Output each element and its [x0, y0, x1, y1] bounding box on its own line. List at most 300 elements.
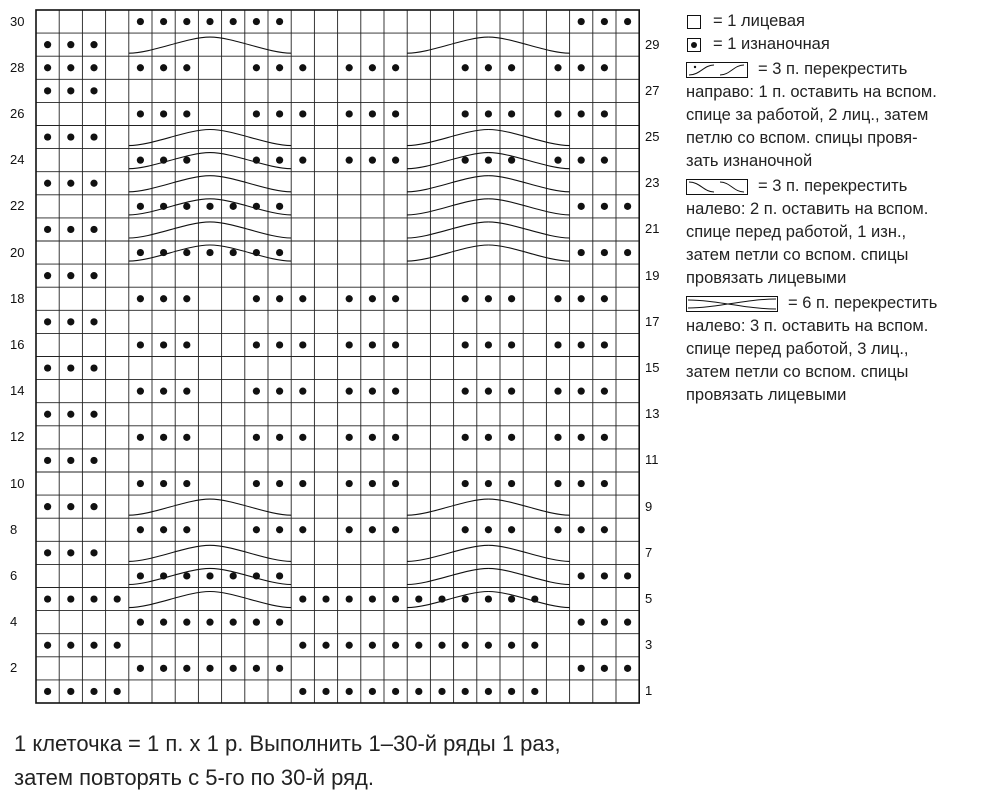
- purl-stitch: [392, 110, 399, 117]
- purl-stitch: [160, 110, 167, 117]
- purl-stitch: [44, 41, 51, 48]
- legend-knit-text: = 1 лицевая: [713, 12, 805, 30]
- purl-stitch: [230, 619, 237, 626]
- purl-stitch: [253, 665, 260, 672]
- purl-stitch: [183, 526, 190, 533]
- purl-stitch: [160, 18, 167, 25]
- purl-stitch: [90, 364, 97, 371]
- purl-stitch: [322, 642, 329, 649]
- row-number-left: 18: [10, 290, 25, 306]
- purl-stitch: [578, 572, 585, 579]
- purl-stitch: [508, 110, 515, 117]
- purl-stitch: [276, 572, 283, 579]
- purl-stitch: [183, 434, 190, 441]
- purl-stitch: [160, 388, 167, 395]
- purl-stitch: [276, 110, 283, 117]
- purl-stitch: [160, 619, 167, 626]
- purl-stitch: [392, 642, 399, 649]
- purl-stitch: [90, 87, 97, 94]
- purl-stitch: [253, 64, 260, 71]
- purl-stitch: [462, 388, 469, 395]
- purl-stitch: [462, 295, 469, 302]
- purl-stitch: [531, 688, 538, 695]
- purl-stitch: [160, 295, 167, 302]
- purl-stitch: [44, 411, 51, 418]
- purl-stitch: [299, 295, 306, 302]
- purl-stitch: [90, 595, 97, 602]
- purl-stitch: [485, 480, 492, 487]
- purl-stitch: [44, 457, 51, 464]
- purl-stitch: [415, 642, 422, 649]
- purl-stitch: [369, 480, 376, 487]
- purl-stitch: [114, 642, 121, 649]
- cross-right-line-2: спице за работой, 2 лиц., затем: [686, 106, 929, 124]
- purl-stitch: [90, 457, 97, 464]
- purl-stitch: [90, 688, 97, 695]
- purl-stitch: [624, 572, 631, 579]
- purl-stitch: [508, 526, 515, 533]
- purl-stitch: [299, 157, 306, 164]
- purl-stitch: [67, 457, 74, 464]
- purl-stitch: [554, 526, 561, 533]
- purl-stitch: [508, 341, 515, 348]
- purl-stitch: [276, 526, 283, 533]
- cross-left-3-line-1: налево: 2 п. оставить на вспом.: [686, 200, 929, 218]
- purl-stitch: [508, 295, 515, 302]
- purl-stitch: [299, 341, 306, 348]
- purl-stitch: [299, 526, 306, 533]
- cross-left-3-icon: [686, 179, 748, 195]
- legend-cross-left-3: [686, 175, 994, 290]
- purl-stitch: [369, 434, 376, 441]
- purl-stitch: [415, 595, 422, 602]
- row-number-left: 2: [10, 660, 18, 676]
- purl-stitch: [90, 180, 97, 187]
- purl-stitch: [137, 480, 144, 487]
- purl-stitch: [578, 249, 585, 256]
- purl-stitch: [346, 295, 353, 302]
- purl-stitch: [183, 249, 190, 256]
- purl-stitch: [346, 157, 353, 164]
- purl-stitch: [276, 480, 283, 487]
- purl-stitch: [44, 226, 51, 233]
- purl-stitch: [462, 642, 469, 649]
- purl-stitch: [44, 595, 51, 602]
- purl-stitch: [462, 688, 469, 695]
- row-number-left: 22: [10, 198, 25, 214]
- purl-stitch: [276, 203, 283, 210]
- purl-stitch: [276, 249, 283, 256]
- purl-stitch: [392, 341, 399, 348]
- purl-stitch: [67, 87, 74, 94]
- purl-stitch: [601, 18, 608, 25]
- purl-stitch: [299, 64, 306, 71]
- cross-right-line-1: направо: 1 п. оставить на вспом.: [686, 83, 937, 101]
- purl-stitch: [392, 595, 399, 602]
- purl-stitch: [392, 526, 399, 533]
- purl-stitch: [415, 688, 422, 695]
- purl-stitch: [90, 411, 97, 418]
- purl-stitch: [183, 110, 190, 117]
- row-number-left: 30: [10, 13, 25, 29]
- cross-left-3-line-4: провязать лицевыми: [686, 269, 847, 287]
- row-number-left: 24: [10, 152, 25, 168]
- purl-stitch: [346, 595, 353, 602]
- purl-stitch: [601, 203, 608, 210]
- purl-stitch: [183, 157, 190, 164]
- purl-stitch: [554, 157, 561, 164]
- purl-stitch: [578, 157, 585, 164]
- row-number-right: 19: [645, 267, 660, 283]
- purl-stitch: [508, 595, 515, 602]
- purl-stitch: [137, 434, 144, 441]
- cross-left-6-line-2: спице перед работой, 3 лиц.,: [686, 340, 909, 358]
- purl-stitch: [369, 595, 376, 602]
- purl-stitch: [67, 133, 74, 140]
- row-number-left: 4: [10, 614, 18, 630]
- purl-stitch: [67, 64, 74, 71]
- purl-stitch: [253, 619, 260, 626]
- row-number-left: 16: [10, 336, 25, 352]
- purl-stitch: [554, 64, 561, 71]
- purl-stitch: [508, 642, 515, 649]
- cross-left-3-line-3: затем петли со вспом. спицы: [686, 246, 909, 264]
- knit-symbol-icon: [687, 15, 701, 29]
- purl-stitch: [601, 619, 608, 626]
- purl-stitch: [67, 41, 74, 48]
- purl-stitch: [253, 388, 260, 395]
- legend: [686, 10, 994, 407]
- purl-stitch: [346, 64, 353, 71]
- purl-stitch: [44, 688, 51, 695]
- purl-stitch: [554, 480, 561, 487]
- row-number-right: 7: [645, 544, 653, 560]
- purl-stitch: [578, 665, 585, 672]
- purl-stitch: [253, 480, 260, 487]
- purl-stitch: [299, 388, 306, 395]
- purl-stitch: [624, 18, 631, 25]
- purl-stitch: [531, 642, 538, 649]
- purl-stitch: [578, 619, 585, 626]
- purl-stitch: [206, 619, 213, 626]
- footnote: [14, 727, 561, 795]
- purl-stitch: [44, 549, 51, 556]
- purl-stitch: [183, 18, 190, 25]
- purl-stitch: [369, 110, 376, 117]
- row-number-right: 27: [645, 82, 660, 98]
- purl-stitch: [253, 295, 260, 302]
- purl-stitch: [601, 110, 608, 117]
- cross-left-6-line-4: провязать лицевыми: [686, 386, 847, 404]
- purl-stitch: [276, 341, 283, 348]
- purl-stitch: [624, 619, 631, 626]
- purl-stitch: [462, 157, 469, 164]
- purl-stitch: [346, 642, 353, 649]
- purl-stitch: [369, 64, 376, 71]
- purl-stitch: [90, 226, 97, 233]
- purl-stitch: [322, 595, 329, 602]
- purl-stitch: [276, 434, 283, 441]
- purl-stitch: [44, 503, 51, 510]
- purl-stitch: [346, 526, 353, 533]
- purl-stitch: [137, 203, 144, 210]
- purl-stitch: [90, 64, 97, 71]
- purl-stitch: [276, 157, 283, 164]
- purl-stitch: [554, 110, 561, 117]
- purl-stitch: [206, 18, 213, 25]
- purl-stitch: [44, 64, 51, 71]
- purl-stitch: [183, 665, 190, 672]
- purl-stitch: [485, 642, 492, 649]
- purl-stitch: [346, 480, 353, 487]
- purl-stitch: [253, 18, 260, 25]
- purl-stitch: [624, 665, 631, 672]
- purl-stitch: [508, 434, 515, 441]
- purl-stitch: [392, 157, 399, 164]
- purl-stitch: [578, 388, 585, 395]
- purl-stitch: [578, 64, 585, 71]
- cross-left-6-line-3: затем петли со вспом. спицы: [686, 363, 909, 381]
- cross-right-line-4: зать изнаночной: [686, 152, 813, 170]
- purl-stitch: [183, 388, 190, 395]
- purl-stitch: [485, 157, 492, 164]
- purl-stitch: [44, 87, 51, 94]
- purl-stitch: [230, 665, 237, 672]
- purl-stitch: [369, 157, 376, 164]
- purl-stitch: [90, 272, 97, 279]
- row-number-right: 3: [645, 637, 653, 653]
- purl-stitch: [137, 18, 144, 25]
- legend-knit: [686, 10, 994, 33]
- purl-stitch: [253, 341, 260, 348]
- purl-stitch: [578, 295, 585, 302]
- purl-stitch: [137, 157, 144, 164]
- purl-stitch: [67, 595, 74, 602]
- purl-stitch: [578, 110, 585, 117]
- purl-stitch: [462, 526, 469, 533]
- purl-stitch: [137, 110, 144, 117]
- purl-stitch: [183, 203, 190, 210]
- purl-stitch: [90, 41, 97, 48]
- purl-stitch: [369, 642, 376, 649]
- row-number-right: 5: [645, 591, 653, 607]
- purl-stitch: [601, 64, 608, 71]
- purl-stitch: [485, 688, 492, 695]
- purl-stitch: [346, 688, 353, 695]
- purl-stitch: [578, 480, 585, 487]
- purl-stitch: [485, 526, 492, 533]
- purl-stitch: [183, 64, 190, 71]
- purl-stitch: [114, 595, 121, 602]
- purl-stitch: [485, 295, 492, 302]
- row-number-right: 23: [645, 175, 660, 191]
- purl-stitch: [392, 480, 399, 487]
- purl-stitch: [508, 688, 515, 695]
- purl-stitch: [276, 665, 283, 672]
- purl-stitch: [67, 180, 74, 187]
- purl-stitch: [601, 295, 608, 302]
- row-number-right: 1: [645, 683, 653, 699]
- purl-stitch: [67, 549, 74, 556]
- purl-stitch: [230, 572, 237, 579]
- purl-stitch: [90, 503, 97, 510]
- purl-stitch: [160, 665, 167, 672]
- row-number-left: 28: [10, 59, 25, 75]
- purl-stitch: [183, 572, 190, 579]
- purl-stitch: [206, 203, 213, 210]
- row-number-left: 20: [10, 244, 25, 260]
- purl-stitch: [299, 480, 306, 487]
- purl-stitch: [276, 295, 283, 302]
- purl-stitch: [601, 341, 608, 348]
- legend-purl-text: = 1 изнаночная: [713, 35, 830, 53]
- purl-stitch: [369, 388, 376, 395]
- purl-stitch: [206, 665, 213, 672]
- row-number-right: 25: [645, 129, 660, 145]
- purl-stitch: [601, 572, 608, 579]
- legend-purl: [686, 33, 994, 56]
- purl-stitch: [601, 157, 608, 164]
- purl-stitch: [369, 295, 376, 302]
- purl-stitch: [276, 18, 283, 25]
- purl-stitch: [462, 434, 469, 441]
- purl-stitch: [369, 526, 376, 533]
- purl-stitch: [392, 688, 399, 695]
- purl-stitch: [137, 341, 144, 348]
- purl-stitch: [554, 388, 561, 395]
- purl-stitch: [346, 341, 353, 348]
- purl-stitch: [67, 642, 74, 649]
- purl-stitch: [392, 64, 399, 71]
- purl-stitch: [90, 318, 97, 325]
- purl-stitch: [44, 272, 51, 279]
- purl-stitch: [554, 434, 561, 441]
- purl-stitch: [554, 295, 561, 302]
- purl-stitch: [299, 595, 306, 602]
- purl-stitch: [44, 180, 51, 187]
- purl-stitch: [230, 18, 237, 25]
- purl-stitch: [67, 364, 74, 371]
- purl-stitch: [44, 642, 51, 649]
- purl-stitch: [346, 388, 353, 395]
- row-number-left: 26: [10, 105, 25, 121]
- purl-stitch: [206, 249, 213, 256]
- purl-stitch: [299, 642, 306, 649]
- purl-stitch: [485, 434, 492, 441]
- purl-stitch: [276, 388, 283, 395]
- purl-stitch: [438, 688, 445, 695]
- purl-stitch: [462, 480, 469, 487]
- purl-stitch: [369, 688, 376, 695]
- purl-stitch: [183, 480, 190, 487]
- cross-right-3-icon: [686, 62, 748, 78]
- purl-stitch: [44, 133, 51, 140]
- purl-stitch: [485, 595, 492, 602]
- purl-stitch: [508, 64, 515, 71]
- purl-stitch: [160, 64, 167, 71]
- row-number-right: 15: [645, 360, 660, 376]
- purl-stitch: [462, 595, 469, 602]
- footnote-line-1: 1 клеточка = 1 п. х 1 р. Выполнить 1–30-й ряды 1 раз,: [14, 731, 561, 756]
- purl-stitch: [346, 434, 353, 441]
- purl-stitch: [137, 249, 144, 256]
- purl-stitch: [624, 203, 631, 210]
- purl-stitch: [276, 619, 283, 626]
- purl-stitch: [462, 341, 469, 348]
- purl-stitch: [485, 110, 492, 117]
- purl-stitch: [253, 434, 260, 441]
- purl-stitch: [462, 110, 469, 117]
- row-number-left: 10: [10, 475, 25, 491]
- purl-stitch: [137, 665, 144, 672]
- row-number-right: 11: [645, 452, 659, 468]
- purl-stitch: [485, 388, 492, 395]
- purl-stitch: [554, 341, 561, 348]
- purl-stitch: [137, 295, 144, 302]
- purl-stitch: [67, 272, 74, 279]
- row-number-left: 8: [10, 521, 18, 537]
- row-number-right: 9: [645, 498, 653, 514]
- purl-stitch: [601, 480, 608, 487]
- row-number-left: 6: [10, 567, 18, 583]
- row-number-right: 29: [645, 36, 660, 52]
- purl-stitch: [90, 133, 97, 140]
- purl-stitch: [392, 295, 399, 302]
- purl-stitch: [299, 688, 306, 695]
- purl-stitch: [230, 203, 237, 210]
- row-number-left: 12: [10, 429, 25, 445]
- purl-stitch: [183, 341, 190, 348]
- purl-stitch: [206, 572, 213, 579]
- purl-stitch: [462, 64, 469, 71]
- purl-stitch: [253, 526, 260, 533]
- cross-right-line-3: петлю со вспом. спицы провя-: [686, 129, 918, 147]
- purl-stitch: [90, 642, 97, 649]
- purl-stitch: [44, 364, 51, 371]
- purl-stitch: [601, 665, 608, 672]
- purl-stitch: [392, 434, 399, 441]
- cross-left-3-head: = 3 п. перекрестить: [758, 177, 908, 195]
- purl-stitch: [578, 434, 585, 441]
- purl-stitch: [160, 341, 167, 348]
- legend-cross-right: [686, 58, 994, 173]
- purl-stitch: [508, 157, 515, 164]
- purl-stitch: [230, 249, 237, 256]
- purl-stitch: [578, 18, 585, 25]
- legend-cross-left-6: [686, 292, 994, 407]
- cross-left-6-icon: [686, 296, 778, 312]
- purl-stitch: [160, 480, 167, 487]
- purl-stitch: [276, 64, 283, 71]
- purl-stitch: [578, 341, 585, 348]
- purl-symbol-icon: [687, 38, 701, 52]
- purl-stitch: [624, 249, 631, 256]
- purl-stitch: [90, 549, 97, 556]
- cross-left-6-line-1: налево: 3 п. оставить на вспом.: [686, 317, 929, 335]
- purl-stitch: [346, 110, 353, 117]
- purl-stitch: [137, 526, 144, 533]
- purl-stitch: [67, 226, 74, 233]
- purl-stitch: [160, 526, 167, 533]
- purl-stitch: [137, 619, 144, 626]
- cross-left-6-head: = 6 п. перекрестить: [788, 294, 938, 312]
- footnote-line-2: затем повторять с 5-го по 30-й ряд.: [14, 765, 374, 790]
- purl-stitch: [508, 480, 515, 487]
- purl-stitch: [485, 64, 492, 71]
- purl-stitch: [438, 642, 445, 649]
- purl-stitch: [67, 411, 74, 418]
- cross-right-head: = 3 п. перекрестить: [758, 60, 908, 78]
